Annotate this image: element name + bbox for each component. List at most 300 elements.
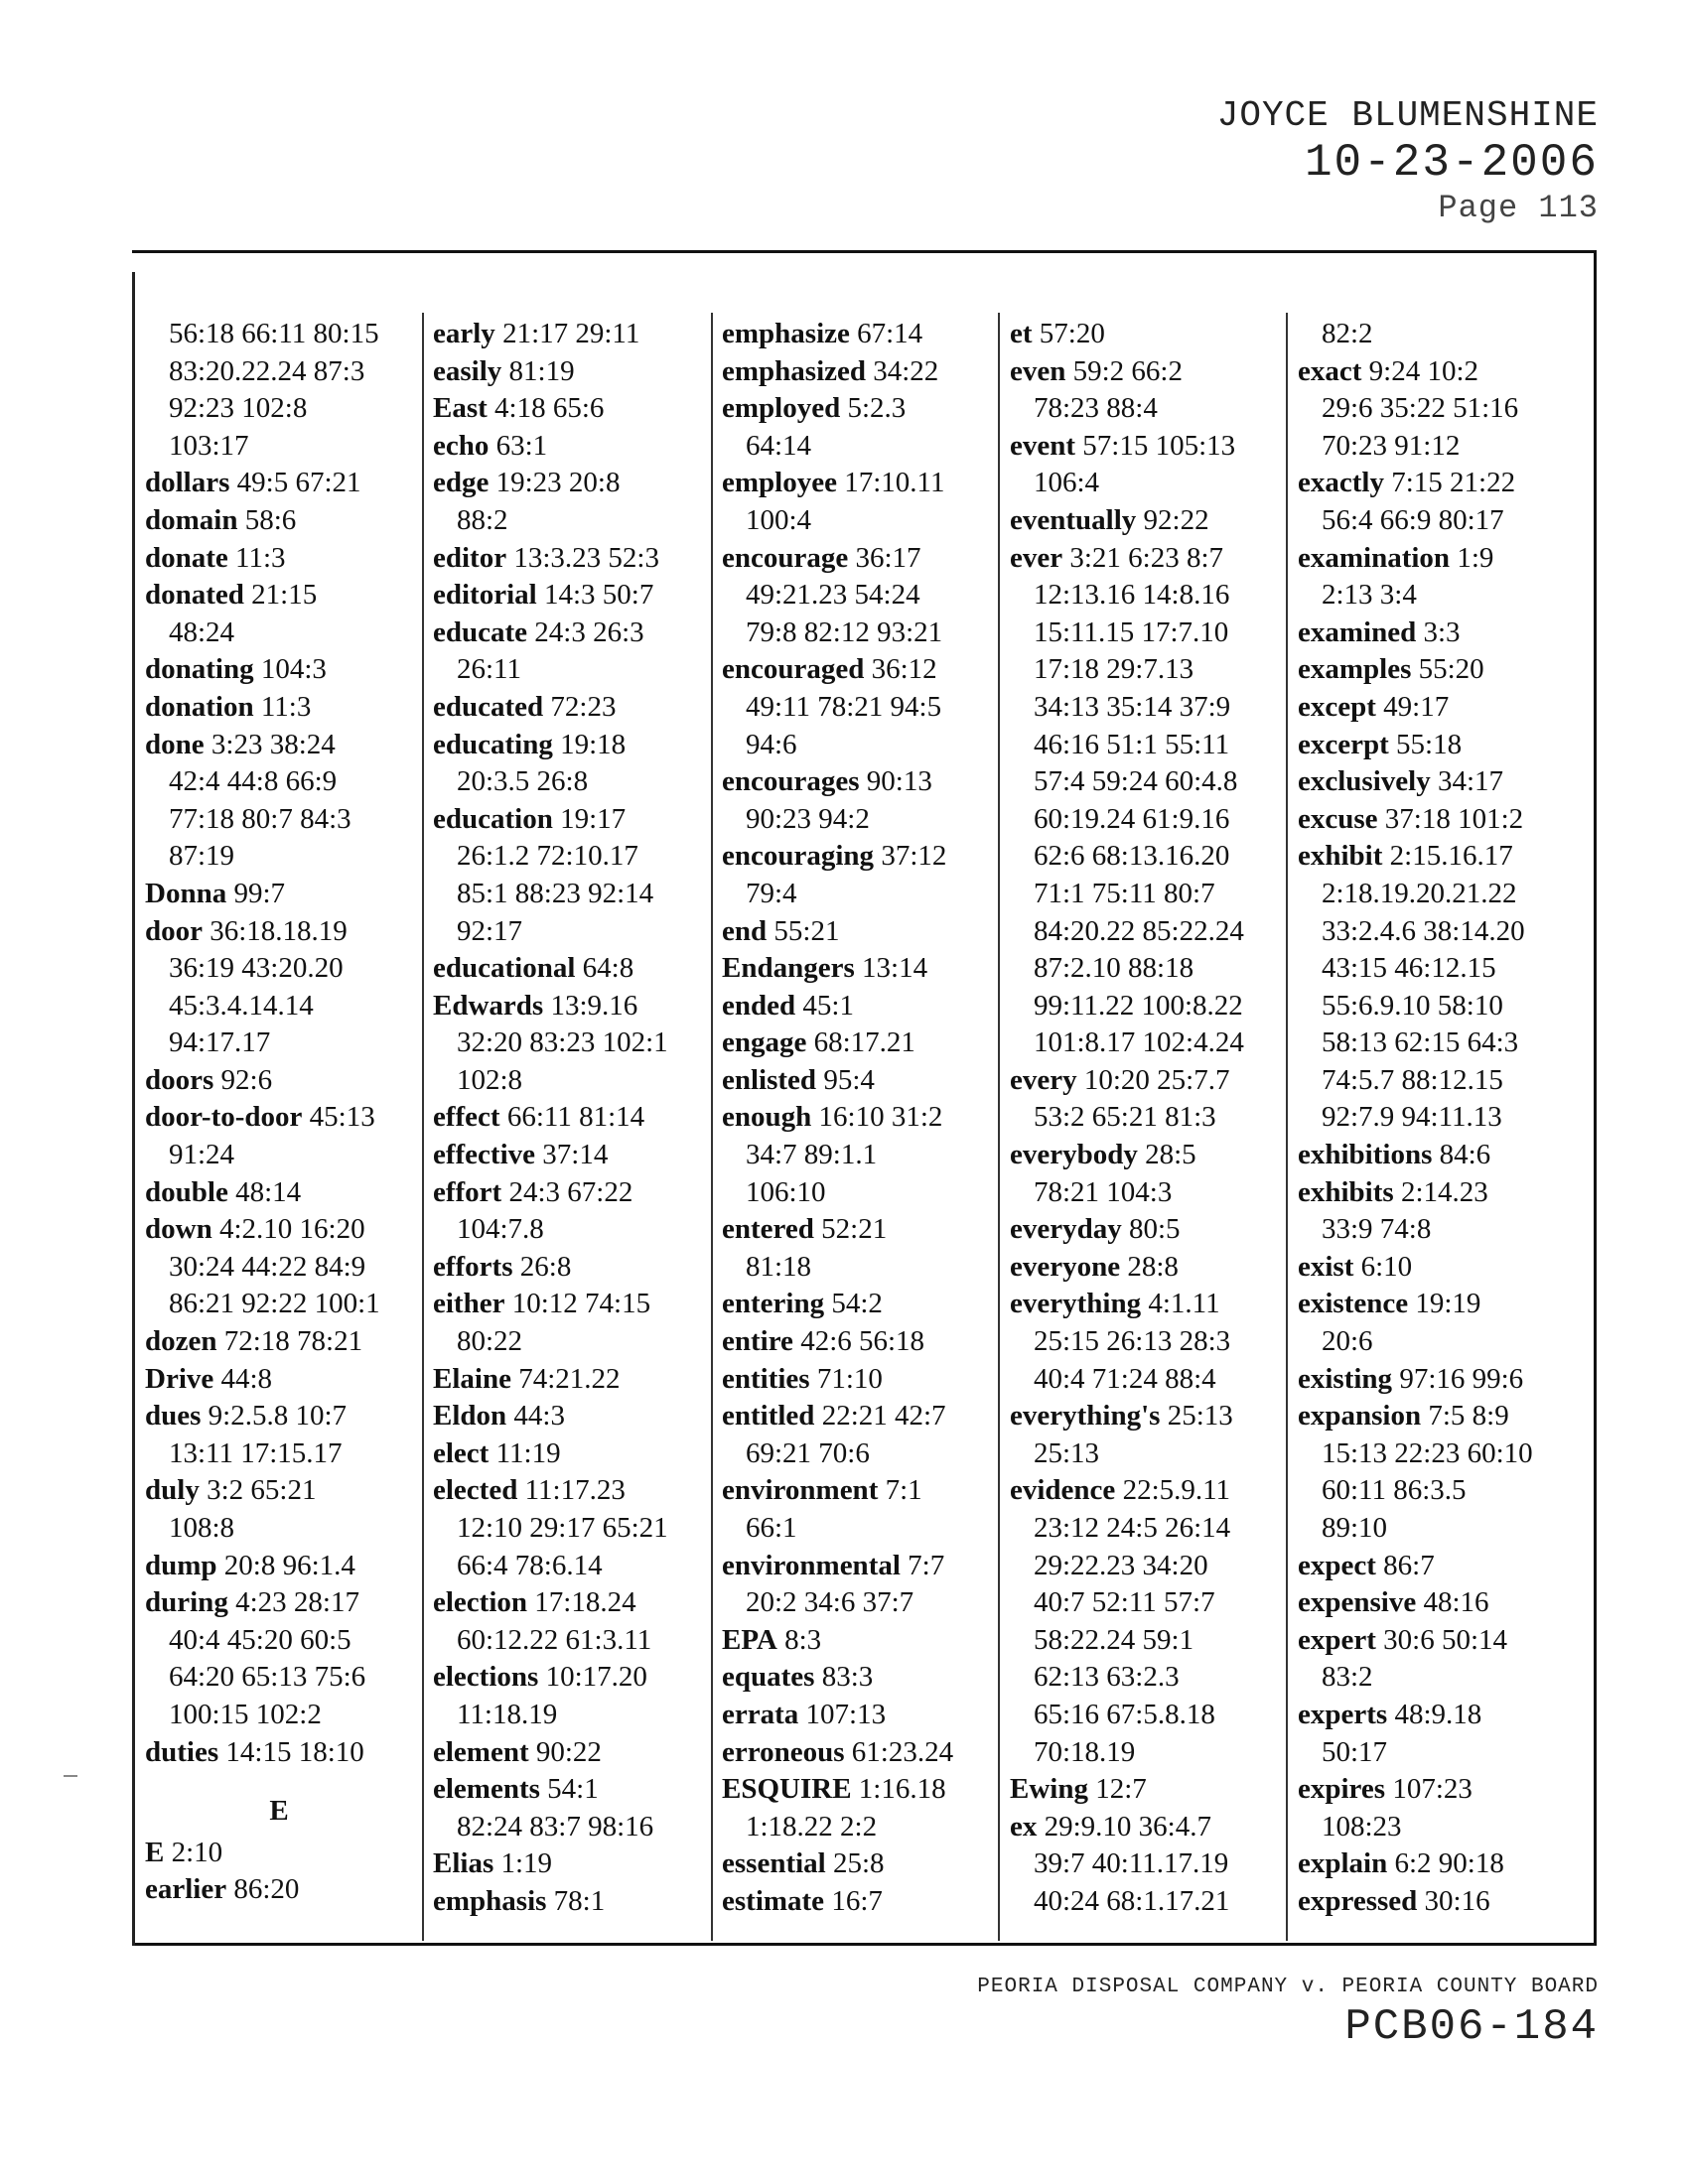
index-term: early bbox=[433, 318, 495, 349]
index-entry bbox=[1298, 1361, 1566, 1399]
index-term: door bbox=[145, 914, 203, 947]
index-entry bbox=[722, 1211, 990, 1286]
index-entry bbox=[433, 428, 701, 466]
page-line-refs: 70:18.19 bbox=[1034, 1735, 1136, 1768]
page-line-refs: 90:13 bbox=[866, 765, 932, 798]
page-line-refs: 108:23 bbox=[1322, 1810, 1402, 1843]
index-entry bbox=[1010, 428, 1278, 502]
index-term: educational bbox=[433, 952, 576, 985]
index-term: estimate bbox=[722, 1884, 825, 1917]
index-term: event bbox=[1010, 429, 1076, 462]
page-line-refs: 19:17 bbox=[560, 802, 627, 835]
index-entry bbox=[433, 1249, 701, 1287]
index-entry bbox=[1298, 465, 1566, 539]
index-term: echo bbox=[433, 429, 490, 462]
page-line-refs: 21:15 bbox=[251, 579, 318, 612]
index-entry bbox=[145, 577, 413, 651]
page-line-refs: 4:18 65:6 bbox=[494, 392, 605, 425]
page-line-refs: 80:5 bbox=[1129, 1213, 1181, 1246]
index-term: exhibitions bbox=[1298, 1139, 1433, 1171]
page-line-refs: 85:1 88:23 92:14 bbox=[457, 877, 654, 909]
index-term: easily bbox=[433, 354, 502, 387]
index-entry bbox=[433, 1137, 701, 1174]
index-term: everybody bbox=[1010, 1139, 1138, 1171]
index-term: everyday bbox=[1010, 1213, 1122, 1246]
index-entry bbox=[1298, 838, 1566, 1137]
index-term: entitled bbox=[722, 1400, 815, 1433]
index-term: exhibits bbox=[1298, 1175, 1394, 1208]
page-line-refs: 83:20.22.24 87:3 bbox=[169, 354, 365, 387]
index-entry bbox=[145, 1398, 413, 1472]
index-term: enlisted bbox=[722, 1063, 817, 1096]
page-line-refs: 71:1 75:11 80:7 bbox=[1034, 877, 1215, 909]
index-term: Elaine bbox=[433, 1362, 511, 1395]
page-line-refs: 1:19 bbox=[500, 1847, 553, 1880]
index-term: editorial bbox=[433, 579, 537, 612]
section-letter: E bbox=[269, 1795, 289, 1828]
page-line-refs: 26:11 bbox=[457, 653, 521, 686]
page-line-refs: 4:1.11 bbox=[1148, 1288, 1220, 1320]
page-line-refs: 107:13 bbox=[805, 1698, 887, 1730]
case-number: PCB06-184 bbox=[1344, 2002, 1599, 2052]
index-entry bbox=[1010, 1809, 1278, 1921]
page-line-refs: 57:20 bbox=[1039, 318, 1105, 349]
page-line-refs: 86:21 92:22 100:1 bbox=[169, 1288, 380, 1320]
index-term: employed bbox=[722, 392, 841, 425]
index-entry bbox=[1298, 1548, 1566, 1585]
index-entry bbox=[722, 1286, 990, 1323]
page-line-refs: 34:22 bbox=[873, 354, 939, 387]
index-term: encouraged bbox=[722, 653, 865, 686]
page-line-refs: 67:14 bbox=[857, 318, 923, 349]
page-line-refs: 101:8.17 102:4.24 bbox=[1034, 1026, 1244, 1059]
index-entry bbox=[433, 1286, 701, 1360]
page-line-refs: 34:13 35:14 37:9 bbox=[1034, 690, 1231, 723]
index-entry bbox=[145, 1062, 413, 1100]
page-line-refs: 81:19 bbox=[508, 354, 575, 387]
page-line-refs: 26:1.2 72:10.17 bbox=[457, 840, 638, 873]
page-line-refs: 11:3 bbox=[235, 541, 286, 574]
index-entry bbox=[1010, 540, 1278, 1062]
page-line-refs: 80:22 bbox=[457, 1325, 523, 1358]
index-term: dump bbox=[145, 1549, 217, 1581]
page-line-refs: 64:20 65:13 75:6 bbox=[169, 1661, 366, 1694]
index-entry bbox=[722, 316, 990, 353]
page-line-refs: 13:9.16 bbox=[550, 989, 638, 1022]
page-line-refs: 78:1 bbox=[553, 1884, 606, 1917]
index-term: educate bbox=[433, 615, 528, 648]
index-term: emphasized bbox=[722, 354, 866, 387]
index-term: entire bbox=[722, 1325, 793, 1358]
page-line-refs: 36:18.18.19 bbox=[210, 914, 348, 947]
index-entry bbox=[722, 988, 990, 1025]
page-line-refs: 29:9.10 36:4.7 bbox=[1044, 1810, 1211, 1843]
page-line-refs: 43:15 46:12.15 bbox=[1322, 952, 1496, 985]
page-line-refs: 19:23 20:8 bbox=[495, 467, 621, 499]
page-line-refs: 17:18 29:7.13 bbox=[1034, 653, 1194, 686]
page-line-refs: 94:17.17 bbox=[169, 1026, 271, 1059]
page-line-refs: 42:4 44:8 66:9 bbox=[169, 765, 338, 798]
index-entry bbox=[433, 1771, 701, 1845]
page-line-refs: 7:1 bbox=[885, 1474, 922, 1507]
page-line-refs: 21:17 29:11 bbox=[502, 318, 640, 349]
page-line-refs: 14:3 50:7 bbox=[543, 579, 654, 612]
index-term: experts bbox=[1298, 1698, 1388, 1730]
page-line-refs: 82:2 bbox=[1322, 318, 1373, 349]
index-term: Edwards bbox=[433, 989, 544, 1022]
index-term: expert bbox=[1298, 1623, 1376, 1656]
index-term: East bbox=[433, 392, 488, 425]
page-line-refs: 25:15 26:13 28:3 bbox=[1034, 1325, 1231, 1358]
page-line-refs: 89:10 bbox=[1322, 1512, 1388, 1544]
index-term: either bbox=[433, 1288, 505, 1320]
page-line-refs: 9:24 10:2 bbox=[1368, 354, 1479, 387]
index-term: ex bbox=[1010, 1810, 1038, 1843]
index-entry bbox=[722, 1548, 990, 1622]
index-entry bbox=[722, 540, 990, 652]
index-entry bbox=[722, 353, 990, 391]
page-line-refs: 45:1 bbox=[802, 989, 854, 1022]
index-term: et bbox=[1010, 318, 1033, 349]
page-line-refs: 20:3.5 26:8 bbox=[457, 765, 589, 798]
index-term: erroneous bbox=[722, 1735, 845, 1768]
index-term: encouraging bbox=[722, 840, 875, 873]
page-line-refs: 22:21 42:7 bbox=[821, 1400, 946, 1433]
page-line-refs: 56:18 66:11 80:15 bbox=[169, 318, 379, 349]
page-line-refs: 49:11 78:21 94:5 bbox=[746, 690, 942, 723]
index-term: entered bbox=[722, 1213, 814, 1246]
index-entry bbox=[1010, 1249, 1278, 1287]
index-term: elected bbox=[433, 1474, 518, 1507]
index-entry bbox=[145, 1174, 413, 1212]
index-entry bbox=[722, 763, 990, 838]
index-entry bbox=[145, 1361, 413, 1399]
index-entry bbox=[1010, 1211, 1278, 1249]
index-term: encourages bbox=[722, 765, 860, 798]
index-entry bbox=[145, 316, 413, 465]
page-line-refs: 61:23.24 bbox=[851, 1735, 954, 1768]
witness-name: JOYCE BLUMENSHINE bbox=[1216, 95, 1599, 136]
page-line-refs: 106:10 bbox=[746, 1175, 826, 1208]
index-entry bbox=[722, 950, 990, 988]
page-header bbox=[1217, 95, 1599, 228]
page-line-refs: 55:18 bbox=[1396, 728, 1463, 760]
page-line-refs: 92:17 bbox=[457, 914, 523, 947]
frame-top-rule bbox=[132, 250, 1597, 253]
page-line-refs: 53:2 65:21 81:3 bbox=[1034, 1101, 1216, 1134]
index-term: earlier bbox=[145, 1873, 227, 1906]
index-entry bbox=[1298, 1286, 1566, 1360]
page-line-refs: 57:4 59:24 60:4.8 bbox=[1034, 765, 1238, 798]
index-entry bbox=[433, 1883, 701, 1921]
page-line-refs: 10:12 74:15 bbox=[511, 1288, 651, 1320]
index-entry bbox=[722, 1734, 990, 1772]
page-line-refs: 87:19 bbox=[169, 840, 235, 873]
index-term: Donna bbox=[145, 877, 227, 909]
index-entry bbox=[1298, 1174, 1566, 1249]
index-entry bbox=[722, 1771, 990, 1845]
page-line-refs: 40:7 52:11 57:7 bbox=[1034, 1586, 1215, 1619]
page-line-refs: 24:3 26:3 bbox=[534, 615, 644, 648]
page-line-refs: 74:5.7 88:12.15 bbox=[1322, 1063, 1503, 1096]
index-entry bbox=[1298, 1249, 1566, 1287]
page-line-refs: 60:12.22 61:3.11 bbox=[457, 1623, 652, 1656]
index-entry bbox=[722, 1659, 990, 1697]
page-line-refs: 6:10 bbox=[1360, 1250, 1413, 1283]
index-term: donation bbox=[145, 690, 254, 723]
index-entry bbox=[1298, 651, 1566, 689]
index-term: engage bbox=[722, 1026, 807, 1059]
index-term: domain bbox=[145, 503, 238, 536]
index-term: Drive bbox=[145, 1362, 214, 1395]
index-term: expect bbox=[1298, 1549, 1376, 1581]
page-line-refs: 63:1 bbox=[495, 429, 548, 462]
page-line-refs: 87:2.10 88:18 bbox=[1034, 952, 1194, 985]
index-term: exist bbox=[1298, 1250, 1354, 1283]
index-entry bbox=[722, 651, 990, 763]
page-line-refs: 55:20 bbox=[1418, 653, 1484, 686]
index-entry bbox=[433, 1584, 701, 1659]
page-line-refs: 17:18.24 bbox=[534, 1586, 636, 1619]
page-line-refs: 102:8 bbox=[457, 1063, 523, 1096]
index-entry bbox=[433, 801, 701, 950]
index-term: editor bbox=[433, 541, 507, 574]
index-term: employee bbox=[722, 467, 837, 499]
index-entry bbox=[433, 1659, 701, 1733]
page-line-refs: 100:15 102:2 bbox=[169, 1698, 322, 1730]
page-line-refs: 103:17 bbox=[169, 429, 249, 462]
index-term: every bbox=[1010, 1063, 1077, 1096]
index-term: essential bbox=[722, 1847, 826, 1880]
index-entry bbox=[433, 316, 701, 353]
index-entry bbox=[722, 390, 990, 465]
page-line-refs: 3:23 38:24 bbox=[210, 728, 336, 760]
index-term: even bbox=[1010, 354, 1066, 387]
index-term: emphasis bbox=[433, 1884, 547, 1917]
page-line-refs: 13:3.23 52:3 bbox=[513, 541, 659, 574]
index-term: end bbox=[722, 914, 768, 947]
page-line-refs: 71:10 bbox=[816, 1362, 883, 1395]
page-line-refs: 44:3 bbox=[513, 1400, 565, 1433]
index-term: donating bbox=[145, 653, 254, 686]
index-term: expressed bbox=[1298, 1884, 1418, 1917]
index-term: elect bbox=[433, 1436, 490, 1469]
page-line-refs: 86:7 bbox=[1383, 1549, 1435, 1581]
page-line-refs: 40:4 45:20 60:5 bbox=[169, 1623, 351, 1656]
index-entry bbox=[722, 1883, 990, 1921]
index-entry bbox=[1010, 1771, 1278, 1809]
page-line-refs: 34:7 89:1.1 bbox=[746, 1139, 878, 1171]
page-line-refs: 4:23 28:17 bbox=[235, 1586, 359, 1619]
index-term: excerpt bbox=[1298, 728, 1389, 760]
index-entry bbox=[1010, 1062, 1278, 1137]
page-line-refs: 7:7 bbox=[908, 1549, 945, 1581]
page-line-refs: 6:2 90:18 bbox=[1394, 1847, 1504, 1880]
index-entry bbox=[1010, 1137, 1278, 1211]
page-line-refs: 24:3 67:22 bbox=[508, 1175, 633, 1208]
index-entry bbox=[433, 353, 701, 391]
index-term: donate bbox=[145, 541, 228, 574]
column-divider bbox=[711, 313, 713, 1941]
page-line-refs: 79:8 82:12 93:21 bbox=[746, 615, 943, 648]
index-term: exact bbox=[1298, 354, 1362, 387]
index-term: Ewing bbox=[1010, 1773, 1088, 1806]
page-line-refs: 60:11 86:3.5 bbox=[1322, 1474, 1467, 1507]
index-entry bbox=[433, 540, 701, 578]
page-line-refs: 92:6 bbox=[220, 1063, 273, 1096]
page-line-refs: 62:6 68:13.16.20 bbox=[1034, 840, 1230, 873]
index-entry bbox=[145, 1211, 413, 1323]
page-line-refs: 37:12 bbox=[881, 840, 947, 873]
page-line-refs: 39:7 40:11.17.19 bbox=[1034, 1847, 1229, 1880]
page-line-refs: 91:24 bbox=[169, 1139, 235, 1171]
index-entry bbox=[722, 1361, 990, 1399]
index-entry bbox=[722, 838, 990, 912]
page-footer bbox=[977, 1974, 1599, 2053]
page-line-refs: 64:8 bbox=[582, 952, 634, 985]
page-line-refs: 83:2 bbox=[1322, 1661, 1373, 1694]
page-line-refs: 34:17 bbox=[1437, 765, 1504, 798]
index-term: EPA bbox=[722, 1623, 777, 1656]
page-line-refs: 84:6 bbox=[1439, 1139, 1491, 1171]
index-term: encourage bbox=[722, 541, 849, 574]
page-line-refs: 33:2.4.6 38:14.20 bbox=[1322, 914, 1525, 947]
index-entry bbox=[1010, 353, 1278, 428]
index-term: efforts bbox=[433, 1250, 513, 1283]
page-line-refs: 13:14 bbox=[862, 952, 928, 985]
index-entry bbox=[1298, 727, 1566, 764]
index-term: excuse bbox=[1298, 802, 1378, 835]
page-line-refs: 11:19 bbox=[495, 1436, 561, 1469]
frame-bottom-rule bbox=[132, 1943, 1597, 1946]
index-term: exclusively bbox=[1298, 765, 1431, 798]
page-line-refs: 94:6 bbox=[746, 728, 797, 760]
page-line-refs: 25:13 bbox=[1034, 1436, 1100, 1469]
page-line-refs: 92:7.9 94:11.13 bbox=[1322, 1101, 1502, 1134]
index-entry bbox=[145, 1871, 413, 1909]
index-term: Eldon bbox=[433, 1400, 507, 1433]
index-term: existing bbox=[1298, 1362, 1393, 1395]
index-term: double bbox=[145, 1175, 228, 1208]
index-entry bbox=[433, 950, 701, 988]
index-term: educating bbox=[433, 728, 553, 760]
page-line-refs: 20:6 bbox=[1322, 1325, 1373, 1358]
page-line-refs: 55:21 bbox=[773, 914, 840, 947]
page-line-refs: 1:18.22 2:2 bbox=[746, 1810, 878, 1843]
index-entry bbox=[1298, 1845, 1566, 1883]
index-entry bbox=[433, 1099, 701, 1137]
index-entry bbox=[1298, 1622, 1566, 1697]
page-line-refs: 28:8 bbox=[1127, 1250, 1179, 1283]
index-entry bbox=[1298, 316, 1566, 353]
page-line-refs: 42:6 56:18 bbox=[800, 1325, 925, 1358]
page-line-refs: 46:16 51:1 55:11 bbox=[1034, 728, 1230, 760]
page-line-refs: 45:13 bbox=[309, 1101, 375, 1134]
index-entry bbox=[145, 465, 413, 502]
page-line-refs: 16:10 31:2 bbox=[818, 1101, 943, 1134]
page-line-refs: 2:14.23 bbox=[1400, 1175, 1488, 1208]
page-line-refs: 99:11.22 100:8.22 bbox=[1034, 989, 1243, 1022]
index-entry bbox=[722, 1323, 990, 1361]
index-term: entering bbox=[722, 1288, 825, 1320]
index-term: doors bbox=[145, 1063, 214, 1096]
page-line-refs: 29:22.23 34:20 bbox=[1034, 1549, 1208, 1581]
index-entry bbox=[1298, 540, 1566, 614]
page-line-refs: 19:19 bbox=[1415, 1288, 1481, 1320]
page-line-refs: 36:12 bbox=[871, 653, 937, 686]
page-line-refs: 78:21 104:3 bbox=[1034, 1175, 1173, 1208]
page-line-refs: 62:13 63:2.3 bbox=[1034, 1661, 1180, 1694]
page-line-refs: 49:5 67:21 bbox=[236, 467, 361, 499]
index-term: everyone bbox=[1010, 1250, 1121, 1283]
page-line-refs: 2:13 3:4 bbox=[1322, 579, 1417, 612]
index-term: during bbox=[145, 1586, 228, 1619]
page-line-refs: 59:2 66:2 bbox=[1072, 354, 1183, 387]
page-line-refs: 78:23 88:4 bbox=[1034, 392, 1158, 425]
page-line-refs: 58:6 bbox=[244, 503, 297, 536]
index-entry bbox=[1298, 689, 1566, 727]
page-line-refs: 74:21.22 bbox=[518, 1362, 621, 1395]
index-term: done bbox=[145, 728, 205, 760]
page-line-refs: 90:23 94:2 bbox=[746, 802, 870, 835]
page-line-refs: 11:17.23 bbox=[524, 1474, 626, 1507]
page-line-refs: 36:19 43:20.20 bbox=[169, 952, 344, 985]
page-line-refs: 9:2.5.8 10:7 bbox=[208, 1400, 348, 1433]
page-line-refs: 2:18.19.20.21.22 bbox=[1322, 877, 1517, 909]
page-line-refs: 1:9 bbox=[1457, 541, 1494, 574]
page-line-refs: 60:19.24 61:9.16 bbox=[1034, 802, 1230, 835]
index-term: down bbox=[145, 1213, 212, 1246]
page-line-refs: 108:8 bbox=[169, 1512, 235, 1544]
index-entry bbox=[433, 1435, 701, 1473]
index-entry bbox=[722, 1472, 990, 1547]
page-line-refs: 23:12 24:5 26:14 bbox=[1034, 1512, 1231, 1544]
index-term: expires bbox=[1298, 1773, 1386, 1806]
index-entry bbox=[433, 1361, 701, 1399]
page-line-refs: 50:17 bbox=[1322, 1735, 1388, 1768]
index-entry bbox=[1298, 1137, 1566, 1174]
index-term: ended bbox=[722, 989, 796, 1022]
page-line-refs: 15:13 22:23 60:10 bbox=[1322, 1436, 1533, 1469]
index-term: evidence bbox=[1010, 1474, 1116, 1507]
index-term: entities bbox=[722, 1362, 810, 1395]
page-line-refs: 13:11 17:15.17 bbox=[169, 1436, 343, 1469]
index-term: edge bbox=[433, 467, 490, 499]
index-term: errata bbox=[722, 1698, 799, 1730]
index-entry bbox=[433, 689, 701, 727]
index-entry bbox=[145, 1472, 413, 1547]
index-term: examination bbox=[1298, 541, 1451, 574]
page-line-refs: 3:21 6:23 8:7 bbox=[1069, 541, 1224, 574]
page-line-refs: 54:1 bbox=[547, 1773, 599, 1806]
page-line-refs: 36:17 bbox=[855, 541, 921, 574]
page-line-refs: 69:21 70:6 bbox=[746, 1436, 870, 1469]
index-term: environment bbox=[722, 1474, 879, 1507]
index-entry bbox=[145, 876, 413, 913]
index-entry bbox=[1010, 1398, 1278, 1472]
page-line-refs: 90:22 bbox=[535, 1735, 602, 1768]
page-line-refs: 58:13 62:15 64:3 bbox=[1322, 1026, 1519, 1059]
scan-speck bbox=[64, 1775, 77, 1777]
page-line-refs: 68:17.21 bbox=[813, 1026, 915, 1059]
page-line-refs: 104:3 bbox=[260, 653, 327, 686]
page-line-refs: 11:18.19 bbox=[457, 1698, 558, 1730]
page-line-refs: 88:2 bbox=[457, 503, 508, 536]
index-entry bbox=[1298, 763, 1566, 801]
page-line-refs: 72:18 78:21 bbox=[223, 1325, 363, 1358]
index-term: expensive bbox=[1298, 1586, 1417, 1619]
page-number: Page 113 bbox=[1438, 190, 1599, 226]
